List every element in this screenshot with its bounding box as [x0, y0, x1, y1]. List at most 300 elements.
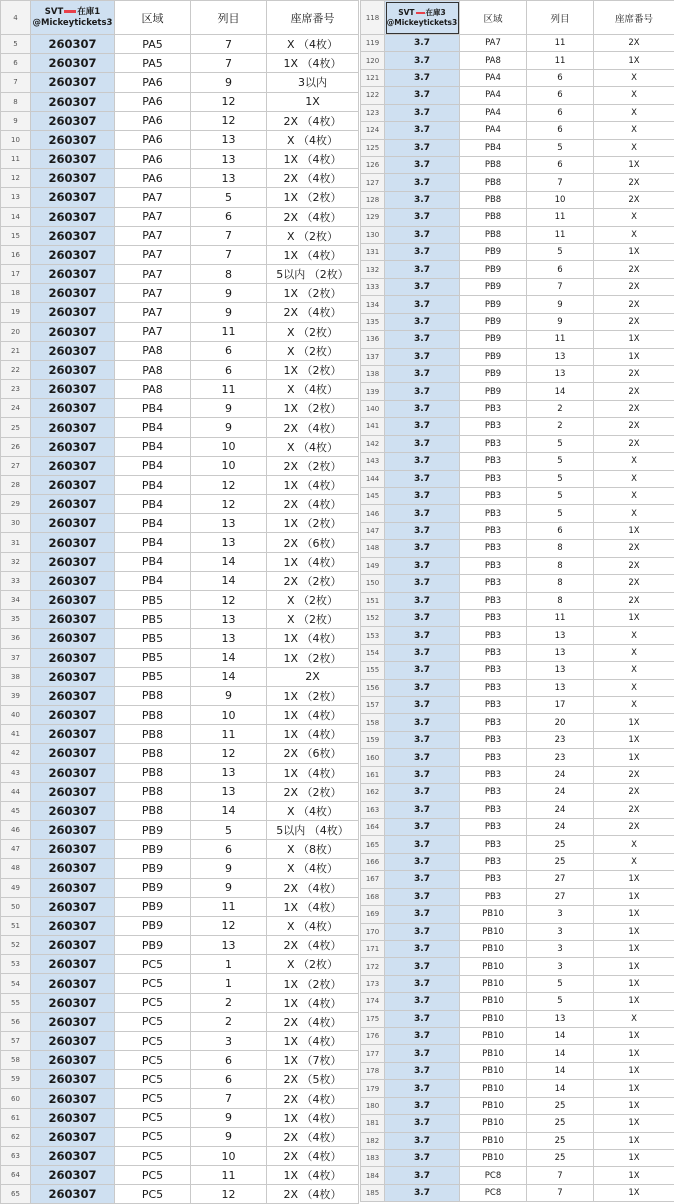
row-number[interactable]: 134 — [361, 296, 385, 313]
row-number[interactable]: 54 — [1, 974, 31, 993]
row-number[interactable]: 178 — [361, 1062, 385, 1079]
area-cell[interactable]: PC5 — [115, 1051, 191, 1070]
row-number[interactable]: 37 — [1, 648, 31, 667]
area-cell[interactable]: PB10 — [460, 1028, 527, 1045]
area-cell[interactable]: PB3 — [460, 575, 527, 592]
area-cell[interactable]: PA7 — [460, 35, 527, 52]
seat-cell[interactable]: 1X （4枚） — [267, 706, 359, 725]
row-number[interactable]: 23 — [1, 380, 31, 399]
date-cell[interactable]: 260307 — [31, 54, 115, 73]
seat-cell[interactable]: 1X — [594, 958, 674, 975]
seat-cell[interactable]: 2X — [594, 313, 674, 330]
area-cell[interactable]: PB9 — [460, 244, 527, 261]
row-cell[interactable]: 13 — [191, 610, 267, 629]
seat-cell[interactable]: 1X — [594, 906, 674, 923]
date-cell[interactable]: 260307 — [31, 1012, 115, 1031]
seat-column-header[interactable]: 座席番号 — [267, 1, 359, 35]
date-cell[interactable]: 260307 — [31, 821, 115, 840]
date-cell[interactable]: 3.7 — [385, 331, 460, 348]
area-cell[interactable]: PB10 — [460, 1080, 527, 1097]
row-cell[interactable]: 9 — [191, 859, 267, 878]
row-number[interactable]: 47 — [1, 840, 31, 859]
area-cell[interactable]: PB8 — [460, 156, 527, 173]
seat-cell[interactable]: 1X — [594, 888, 674, 905]
row-number[interactable]: 6 — [1, 54, 31, 73]
row-cell[interactable]: 1 — [191, 974, 267, 993]
row-number[interactable]: 163 — [361, 801, 385, 818]
seat-cell[interactable]: 2X （4枚） — [267, 111, 359, 130]
row-cell[interactable]: 6 — [191, 207, 267, 226]
area-cell[interactable]: PB5 — [115, 590, 191, 609]
row-number[interactable]: 172 — [361, 958, 385, 975]
area-cell[interactable]: PA7 — [115, 322, 191, 341]
row-cell[interactable]: 14 — [527, 383, 594, 400]
seat-cell[interactable]: 1X — [594, 1150, 674, 1167]
seat-cell[interactable]: 2X — [594, 174, 674, 191]
area-cell[interactable]: PA7 — [115, 303, 191, 322]
row-number[interactable]: 158 — [361, 714, 385, 731]
date-cell[interactable]: 260307 — [31, 284, 115, 303]
row-number[interactable]: 43 — [1, 763, 31, 782]
date-cell[interactable]: 3.7 — [385, 679, 460, 696]
date-cell[interactable]: 3.7 — [385, 1080, 460, 1097]
row-cell[interactable]: 2 — [527, 400, 594, 417]
row-number[interactable]: 156 — [361, 679, 385, 696]
area-cell[interactable]: PA7 — [115, 188, 191, 207]
row-cell[interactable]: 8 — [527, 540, 594, 557]
row-number[interactable]: 55 — [1, 993, 31, 1012]
seat-cell[interactable]: 2X — [594, 296, 674, 313]
area-cell[interactable]: PB3 — [460, 400, 527, 417]
row-cell[interactable]: 5 — [191, 188, 267, 207]
row-number[interactable]: 127 — [361, 174, 385, 191]
date-cell[interactable]: 260307 — [31, 1127, 115, 1146]
date-cell[interactable]: 3.7 — [385, 52, 460, 69]
row-number[interactable]: 33 — [1, 571, 31, 590]
row-number[interactable]: 136 — [361, 331, 385, 348]
row-cell[interactable]: 9 — [527, 296, 594, 313]
seat-cell[interactable]: 1X （4枚） — [267, 725, 359, 744]
area-cell[interactable]: PB9 — [460, 313, 527, 330]
area-cell[interactable]: PB3 — [460, 505, 527, 522]
seat-cell[interactable]: 1X — [594, 52, 674, 69]
row-number[interactable]: 139 — [361, 383, 385, 400]
row-cell[interactable]: 9 — [191, 303, 267, 322]
date-cell[interactable]: 3.7 — [385, 453, 460, 470]
date-cell[interactable]: 260307 — [31, 111, 115, 130]
date-cell[interactable]: 3.7 — [385, 592, 460, 609]
area-cell[interactable]: PA4 — [460, 122, 527, 139]
date-cell[interactable]: 3.7 — [385, 35, 460, 52]
row-cell[interactable]: 5 — [527, 139, 594, 156]
row-number[interactable]: 184 — [361, 1167, 385, 1184]
area-cell[interactable]: PB10 — [460, 1115, 527, 1132]
area-cell[interactable]: PC8 — [460, 1167, 527, 1184]
seat-cell[interactable]: 1X （4枚） — [267, 1108, 359, 1127]
seat-cell[interactable]: 2X — [594, 278, 674, 295]
date-cell[interactable]: 260307 — [31, 73, 115, 92]
row-cell[interactable]: 10 — [191, 706, 267, 725]
seat-cell[interactable]: X （2枚） — [267, 322, 359, 341]
date-cell[interactable]: 260307 — [31, 360, 115, 379]
date-cell[interactable]: 3.7 — [385, 435, 460, 452]
row-number[interactable]: 29 — [1, 495, 31, 514]
row-number[interactable]: 15 — [1, 226, 31, 245]
seat-cell[interactable]: 1X （2枚） — [267, 514, 359, 533]
area-cell[interactable]: PB3 — [460, 435, 527, 452]
seat-cell[interactable]: X （2枚） — [267, 610, 359, 629]
date-cell[interactable]: 3.7 — [385, 296, 460, 313]
date-cell[interactable]: 3.7 — [385, 418, 460, 435]
area-cell[interactable]: PB3 — [460, 522, 527, 539]
row-cell[interactable]: 5 — [527, 505, 594, 522]
row-cell[interactable]: 5 — [527, 487, 594, 504]
row-number[interactable]: 140 — [361, 400, 385, 417]
row-cell[interactable]: 9 — [191, 686, 267, 705]
seat-cell[interactable]: X （2枚） — [267, 955, 359, 974]
row-cell[interactable]: 5 — [527, 244, 594, 261]
date-cell[interactable]: 3.7 — [385, 174, 460, 191]
row-column-header[interactable]: 列目 — [191, 1, 267, 35]
area-cell[interactable]: PB3 — [460, 679, 527, 696]
row-cell[interactable]: 25 — [527, 836, 594, 853]
area-cell[interactable]: PB5 — [115, 648, 191, 667]
row-cell[interactable]: 25 — [527, 1150, 594, 1167]
row-number[interactable]: 157 — [361, 697, 385, 714]
seat-cell[interactable]: X （4枚） — [267, 35, 359, 54]
date-cell[interactable]: 3.7 — [385, 662, 460, 679]
date-cell[interactable]: 260307 — [31, 840, 115, 859]
area-cell[interactable]: PA6 — [115, 130, 191, 149]
area-cell[interactable]: PC5 — [115, 1108, 191, 1127]
row-cell[interactable]: 7 — [191, 245, 267, 264]
area-cell[interactable]: PB3 — [460, 453, 527, 470]
date-cell[interactable]: 3.7 — [385, 1062, 460, 1079]
row-cell[interactable]: 12 — [191, 916, 267, 935]
area-cell[interactable]: PA8 — [460, 52, 527, 69]
seat-cell[interactable]: 2X — [594, 557, 674, 574]
date-cell[interactable]: 260307 — [31, 533, 115, 552]
date-cell[interactable]: 3.7 — [385, 801, 460, 818]
row-number[interactable]: 146 — [361, 505, 385, 522]
area-cell[interactable]: PA7 — [115, 284, 191, 303]
row-cell[interactable]: 6 — [191, 1070, 267, 1089]
seat-cell[interactable]: 2X （4枚） — [267, 207, 359, 226]
seat-cell[interactable]: X — [594, 853, 674, 870]
row-cell[interactable]: 13 — [191, 533, 267, 552]
seat-cell[interactable]: 1X — [594, 871, 674, 888]
seat-cell[interactable]: X — [594, 104, 674, 121]
seat-cell[interactable]: 2X — [594, 191, 674, 208]
area-cell[interactable]: PB9 — [460, 383, 527, 400]
row-cell[interactable]: 13 — [191, 763, 267, 782]
date-cell[interactable]: 260307 — [31, 744, 115, 763]
area-cell[interactable]: PB3 — [460, 697, 527, 714]
seat-cell[interactable]: 1X — [594, 940, 674, 957]
row-number[interactable]: 20 — [1, 322, 31, 341]
seat-cell[interactable]: 1X （4枚） — [267, 629, 359, 648]
seat-cell[interactable]: 3以内 — [267, 73, 359, 92]
row-number[interactable]: 173 — [361, 975, 385, 992]
row-number[interactable]: 129 — [361, 209, 385, 226]
row-number[interactable]: 151 — [361, 592, 385, 609]
area-cell[interactable]: PB10 — [460, 1097, 527, 1114]
area-cell[interactable]: PB4 — [115, 533, 191, 552]
date-cell[interactable]: 260307 — [31, 801, 115, 820]
row-cell[interactable]: 14 — [527, 1062, 594, 1079]
area-cell[interactable]: PB4 — [115, 456, 191, 475]
area-cell[interactable]: PB8 — [115, 706, 191, 725]
seat-cell[interactable]: 1X — [594, 522, 674, 539]
area-cell[interactable]: PB4 — [460, 139, 527, 156]
row-cell[interactable]: 8 — [527, 557, 594, 574]
seat-cell[interactable]: 1X — [267, 92, 359, 111]
row-cell[interactable]: 11 — [527, 35, 594, 52]
date-cell[interactable]: 3.7 — [385, 940, 460, 957]
date-cell[interactable]: 3.7 — [385, 627, 460, 644]
row-cell[interactable]: 6 — [191, 1051, 267, 1070]
seat-cell[interactable]: 2X （6枚） — [267, 744, 359, 763]
row-cell[interactable]: 12 — [191, 475, 267, 494]
row-cell[interactable]: 24 — [527, 766, 594, 783]
row-number[interactable]: 7 — [1, 73, 31, 92]
seat-cell[interactable]: 2X （4枚） — [267, 1146, 359, 1165]
row-number[interactable]: 42 — [1, 744, 31, 763]
date-cell[interactable]: 3.7 — [385, 836, 460, 853]
row-cell[interactable]: 1 — [191, 955, 267, 974]
row-number[interactable]: 153 — [361, 627, 385, 644]
row-cell[interactable]: 13 — [527, 348, 594, 365]
area-cell[interactable]: PB8 — [460, 226, 527, 243]
seat-cell[interactable]: X — [594, 836, 674, 853]
row-number[interactable]: 19 — [1, 303, 31, 322]
seat-cell[interactable]: 1X — [594, 714, 674, 731]
row-number[interactable]: 9 — [1, 111, 31, 130]
area-cell[interactable]: PB10 — [460, 975, 527, 992]
row-number[interactable]: 165 — [361, 836, 385, 853]
seat-cell[interactable]: 1X — [594, 331, 674, 348]
row-cell[interactable]: 5 — [527, 975, 594, 992]
row-cell[interactable]: 11 — [191, 322, 267, 341]
row-number[interactable]: 17 — [1, 265, 31, 284]
seat-cell[interactable]: X （2枚） — [267, 341, 359, 360]
row-number[interactable]: 30 — [1, 514, 31, 533]
row-cell[interactable]: 6 — [527, 69, 594, 86]
row-cell[interactable]: 14 — [191, 648, 267, 667]
row-number[interactable]: 51 — [1, 916, 31, 935]
row-number[interactable]: 5 — [1, 35, 31, 54]
seat-cell[interactable]: X — [594, 697, 674, 714]
row-cell[interactable]: 11 — [527, 52, 594, 69]
seat-cell[interactable]: 2X — [594, 383, 674, 400]
date-cell[interactable]: 260307 — [31, 629, 115, 648]
date-cell[interactable]: 260307 — [31, 188, 115, 207]
row-number[interactable]: 138 — [361, 366, 385, 383]
seat-cell[interactable]: 1X （4枚） — [267, 54, 359, 73]
row-cell[interactable]: 13 — [527, 1010, 594, 1027]
row-number[interactable]: 38 — [1, 667, 31, 686]
row-cell[interactable]: 5 — [527, 435, 594, 452]
date-cell[interactable]: 3.7 — [385, 714, 460, 731]
row-number[interactable]: 25 — [1, 418, 31, 437]
date-cell[interactable]: 3.7 — [385, 540, 460, 557]
area-cell[interactable]: PB5 — [115, 667, 191, 686]
date-cell[interactable]: 260307 — [31, 399, 115, 418]
row-number[interactable]: 40 — [1, 706, 31, 725]
area-cell[interactable]: PA7 — [115, 245, 191, 264]
row-number[interactable]: 28 — [1, 475, 31, 494]
row-cell[interactable]: 10 — [191, 456, 267, 475]
row-cell[interactable]: 6 — [527, 156, 594, 173]
row-cell[interactable]: 12 — [191, 744, 267, 763]
row-cell[interactable]: 13 — [191, 169, 267, 188]
row-number[interactable]: 32 — [1, 552, 31, 571]
date-cell[interactable]: 260307 — [31, 226, 115, 245]
row-number[interactable]: 18 — [1, 284, 31, 303]
row-number[interactable]: 16 — [1, 245, 31, 264]
area-cell[interactable]: PB9 — [115, 916, 191, 935]
row-number[interactable]: 11 — [1, 150, 31, 169]
area-cell[interactable]: PC5 — [115, 1031, 191, 1050]
area-cell[interactable]: PB9 — [115, 859, 191, 878]
date-cell[interactable]: 3.7 — [385, 784, 460, 801]
seat-cell[interactable]: X （2枚） — [267, 590, 359, 609]
row-cell[interactable]: 13 — [191, 130, 267, 149]
area-cell[interactable]: PC5 — [115, 1166, 191, 1185]
area-column-header[interactable]: 区域 — [115, 1, 191, 35]
row-number[interactable]: 36 — [1, 629, 31, 648]
area-cell[interactable]: PC5 — [115, 1089, 191, 1108]
date-cell[interactable]: 3.7 — [385, 1150, 460, 1167]
area-cell[interactable]: PB3 — [460, 836, 527, 853]
row-cell[interactable]: 6 — [191, 341, 267, 360]
row-cell[interactable]: 12 — [191, 1185, 267, 1204]
date-cell[interactable]: 3.7 — [385, 1167, 460, 1184]
row-number[interactable]: 35 — [1, 610, 31, 629]
row-cell[interactable]: 13 — [191, 150, 267, 169]
date-cell[interactable]: 3.7 — [385, 139, 460, 156]
date-cell[interactable]: 260307 — [31, 130, 115, 149]
date-cell[interactable]: 260307 — [31, 897, 115, 916]
date-cell[interactable]: 260307 — [31, 610, 115, 629]
row-cell[interactable]: 23 — [527, 731, 594, 748]
row-number[interactable]: 44 — [1, 782, 31, 801]
area-cell[interactable]: PB10 — [460, 958, 527, 975]
row-number[interactable]: 159 — [361, 731, 385, 748]
row-cell[interactable]: 13 — [191, 782, 267, 801]
row-number[interactable]: 65 — [1, 1185, 31, 1204]
seat-cell[interactable]: 2X — [267, 667, 359, 686]
seat-cell[interactable]: X （2枚） — [267, 226, 359, 245]
area-cell[interactable]: PC5 — [115, 1012, 191, 1031]
row-number[interactable]: 119 — [361, 35, 385, 52]
seat-cell[interactable]: X （4枚） — [267, 380, 359, 399]
date-cell[interactable]: 3.7 — [385, 697, 460, 714]
row-cell[interactable]: 23 — [527, 749, 594, 766]
area-cell[interactable]: PC5 — [115, 974, 191, 993]
seat-cell[interactable]: 2X — [594, 435, 674, 452]
row-number[interactable]: 62 — [1, 1127, 31, 1146]
seat-cell[interactable]: 1X （2枚） — [267, 360, 359, 379]
area-cell[interactable]: PC5 — [115, 1127, 191, 1146]
area-cell[interactable]: PB9 — [115, 897, 191, 916]
date-cell[interactable]: 3.7 — [385, 906, 460, 923]
seat-cell[interactable]: 1X — [594, 156, 674, 173]
seat-cell[interactable]: 1X — [594, 731, 674, 748]
area-cell[interactable]: PB3 — [460, 627, 527, 644]
row-cell[interactable]: 3 — [527, 958, 594, 975]
date-cell[interactable]: 3.7 — [385, 104, 460, 121]
area-cell[interactable]: PA7 — [115, 207, 191, 226]
date-cell[interactable]: 260307 — [31, 590, 115, 609]
seat-cell[interactable]: 5以内 （2枚） — [267, 265, 359, 284]
area-cell[interactable]: PB3 — [460, 487, 527, 504]
row-number[interactable]: 41 — [1, 725, 31, 744]
row-cell[interactable]: 24 — [527, 801, 594, 818]
date-cell[interactable]: 3.7 — [385, 888, 460, 905]
row-number[interactable]: 132 — [361, 261, 385, 278]
row-number[interactable]: 4 — [1, 1, 31, 35]
seat-cell[interactable]: 2X （4枚） — [267, 936, 359, 955]
seat-cell[interactable]: 1X — [594, 1045, 674, 1062]
date-cell[interactable]: 260307 — [31, 495, 115, 514]
row-cell[interactable]: 13 — [191, 936, 267, 955]
seat-cell[interactable]: 2X （4枚） — [267, 495, 359, 514]
row-cell[interactable]: 2 — [191, 993, 267, 1012]
date-cell[interactable]: 3.7 — [385, 818, 460, 835]
row-cell[interactable]: 11 — [527, 331, 594, 348]
row-number[interactable]: 167 — [361, 871, 385, 888]
row-cell[interactable]: 9 — [191, 1127, 267, 1146]
seat-cell[interactable]: X — [594, 644, 674, 661]
row-cell[interactable]: 6 — [191, 840, 267, 859]
row-column-header[interactable]: 列目 — [527, 1, 594, 35]
row-cell[interactable]: 9 — [191, 418, 267, 437]
row-number[interactable]: 46 — [1, 821, 31, 840]
row-number[interactable]: 161 — [361, 766, 385, 783]
row-cell[interactable]: 25 — [527, 1132, 594, 1149]
seat-cell[interactable]: 2X — [594, 801, 674, 818]
row-number[interactable]: 182 — [361, 1132, 385, 1149]
seat-cell[interactable]: 1X （4枚） — [267, 993, 359, 1012]
row-cell[interactable]: 24 — [527, 818, 594, 835]
row-cell[interactable]: 5 — [527, 993, 594, 1010]
row-cell[interactable]: 9 — [191, 1108, 267, 1127]
seat-cell[interactable]: 1X — [594, 244, 674, 261]
area-cell[interactable]: PB8 — [115, 725, 191, 744]
seat-cell[interactable]: 1X — [594, 923, 674, 940]
row-number[interactable]: 124 — [361, 122, 385, 139]
row-cell[interactable]: 9 — [191, 399, 267, 418]
seat-cell[interactable]: 2X — [594, 35, 674, 52]
row-number[interactable]: 149 — [361, 557, 385, 574]
area-cell[interactable]: PB10 — [460, 1062, 527, 1079]
row-number[interactable]: 131 — [361, 244, 385, 261]
area-cell[interactable]: PB8 — [115, 782, 191, 801]
date-cell[interactable]: 260307 — [31, 456, 115, 475]
row-number[interactable]: 166 — [361, 853, 385, 870]
row-cell[interactable]: 2 — [191, 1012, 267, 1031]
row-number[interactable]: 128 — [361, 191, 385, 208]
date-cell[interactable]: 260307 — [31, 667, 115, 686]
row-cell[interactable]: 27 — [527, 871, 594, 888]
row-number[interactable]: 162 — [361, 784, 385, 801]
date-cell[interactable]: 3.7 — [385, 1010, 460, 1027]
seat-cell[interactable]: 1X （4枚） — [267, 897, 359, 916]
seat-cell[interactable]: X — [594, 122, 674, 139]
date-cell[interactable]: 260307 — [31, 686, 115, 705]
area-cell[interactable]: PB9 — [460, 348, 527, 365]
